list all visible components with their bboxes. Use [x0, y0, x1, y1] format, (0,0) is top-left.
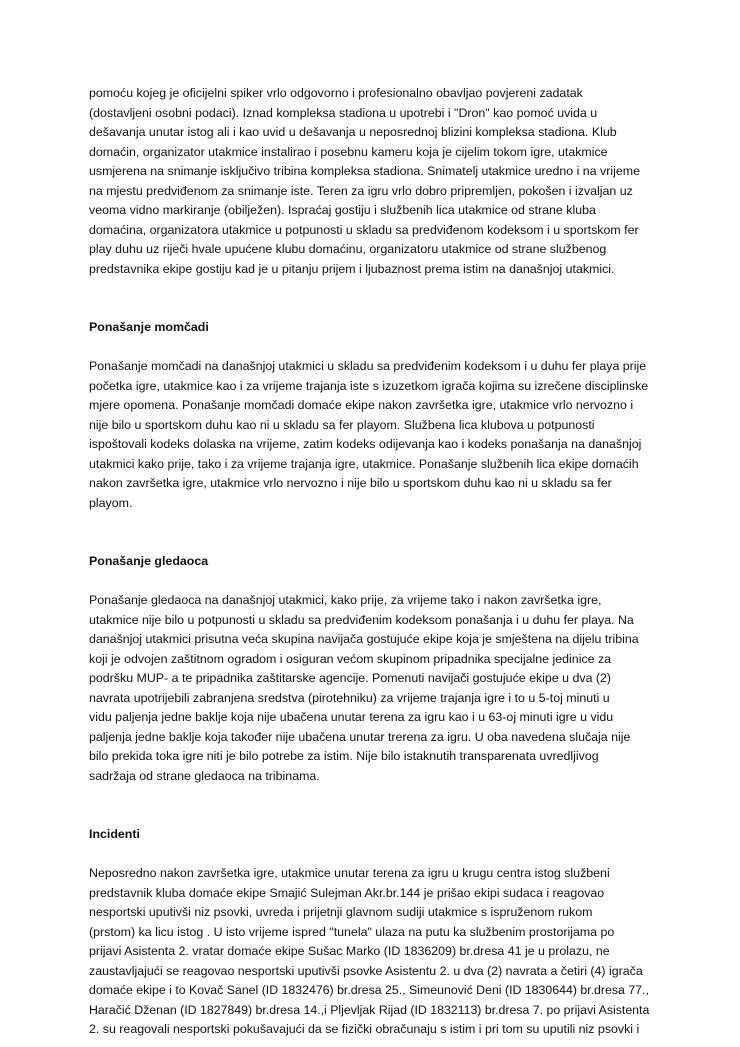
paragraph-line: Ponašanje gledaoca na današnjoj utakmici, kako prije, za vrijeme tako i nakon završetka igre, — [89, 593, 602, 607]
paragraph-line: nesportski uputivši niz psovki, uvreda i prijetnji glavnom sudiji utakmice s ispruženom rukom — [89, 905, 593, 919]
intro-paragraph — [89, 84, 649, 279]
paragraph-line: Haračić Dženan (ID 1827849) br.dresa 14.,i Pljevljak Rijad (ID 1832113) br.dresa 7. po prijavi Asistenta — [89, 1002, 650, 1017]
paragraph-line: 2. su reagovali nesportski pokušavajući da se fizički obračunaju s istim i pri tom su uputili niz psovki i — [89, 1022, 640, 1036]
paragraph-line: domaćin, organizator utakmice instalirao i posebnu kameru koja je cijelim tokom igre, utakmice — [89, 144, 608, 159]
paragraph-line: domaćina, organizatora utakmice u potpunosti u skladu sa predviđenom kodeksom i u sportskom fer — [89, 222, 639, 237]
section-heading: Incidenti — [89, 827, 140, 841]
section-spacer — [89, 513, 649, 552]
heading-spacer — [89, 338, 649, 358]
paragraph-line: ispoštovali kodeks dolaska na vrijeme, zatim kodeks odijevanja kao i kodeks ponašanja na današnjoj — [89, 437, 642, 451]
paragraph-line: domaće ekipe i to Kovač Sanel (ID 1832476) br.dresa 25., Simeunović Deni (ID 1830644) br.dresa 77., — [89, 983, 649, 997]
paragraph-line: play duhu uz riječi hvale upućene klubu domaćinu, organizatoru utakmice od strane službenog — [89, 242, 607, 256]
section — [89, 825, 649, 1040]
paragraph-line: koji je odvojen zaštitnom ogradom i osiguran većom skupinom pripadnika specijalne jedinice za — [89, 651, 612, 666]
section — [89, 552, 649, 786]
section-spacer — [89, 279, 649, 318]
document-sections — [89, 279, 649, 1040]
section-spacer — [89, 786, 649, 825]
section-paragraph — [89, 591, 649, 786]
paragraph-line: mjere opomena. Ponašanje momčadi domaće ekipe nakon završetka igre, utakmice vrlo nervozno i — [89, 398, 634, 412]
paragraph-line: nakon završetka igre, utakmice vrlo nervozno i nije bilo u sportskom duhu kao ni u skladu sa fer — [89, 476, 612, 490]
paragraph-line: predstavnika ekipe gostiju kad je u pitanju prijem i ljubaznost prema istim na današnjoj utakmici. — [89, 261, 615, 276]
paragraph-line: utakmice nije bilo u potpunosti u skladu sa predviđenim kodeksom ponašanja i u duhu fer playa. Na — [89, 612, 634, 627]
paragraph-line: utakmici kako prije, tako i za vrijeme trajanja igre, utakmice. Ponašanje službenih lica ekipe domaćih — [89, 456, 639, 471]
paragraph-line: zaustavljajući se reagovao nesportski uputivši psovke Asistentu 2. u dva (2) navrata a četiri (4) igrača — [89, 963, 643, 978]
section-heading: Ponašanje momčadi — [89, 320, 209, 334]
paragraph-line: pomoću kojeg je oficijelni spiker vrlo odgovorno i profesionalno obavljao povjereni zadatak — [89, 86, 583, 100]
paragraph-line: Ponašanje momčadi na današnjoj utakmici u skladu sa predviđenim kodeksom i u duhu fer playa prije — [89, 359, 647, 373]
paragraph-line: dešavanja unutar istog ali i kao uvid u dešavanja u neposrednoj blizini kompleksa stadiona. Klub — [89, 125, 617, 139]
paragraph-line: sadržaja od strane gledaoca na tribinama. — [89, 768, 320, 783]
paragraph-line: usmjerena na snimanje isključivo tribina kompleksa stadiona. Snimatelj utakmice uredno i na vrijeme — [89, 164, 640, 178]
paragraph-line: podršku MUP- a te pripadnika zaštitarske agencije. Pomenuti navijači gostujuće ekipe u dva (2) — [89, 671, 612, 685]
paragraph-line: prijavi Asistenta 2. vratar domaće ekipe Sušac Marko (ID 1836209) br.dresa 41 je u prolazu, ne — [89, 944, 610, 958]
section-paragraph — [89, 864, 649, 1040]
paragraph-line: Neposredno nakon završetka igre, utakmice unutar terena za igru u krugu centra istog službeni — [89, 866, 610, 880]
heading-spacer — [89, 845, 649, 865]
section-heading: Ponašanje gledaoca — [89, 554, 209, 568]
section — [89, 318, 649, 513]
paragraph-line: (prstom) ka licu istog . U isto vrijeme ispred "tunela" ulaza na putu ka službenim prostorijama po — [89, 924, 615, 939]
paragraph-line: playom. — [89, 495, 133, 510]
paragraph-line: paljenja jedne baklje koja također nije ubačena unutar trerena za igru. U oba navedena slučaja nije — [89, 729, 631, 744]
heading-spacer — [89, 572, 649, 592]
paragraph-line: bilo prekida toka igre niti je bilo potrebe za istim. Nije bilo istaknutih transparenata uvredljivog — [89, 749, 599, 763]
paragraph-line: nije bilo u sportskom duhu kao ni u skladu sa fer playom. Službena lica klubova u potpunosti — [89, 417, 595, 432]
document-body — [89, 84, 649, 1040]
paragraph-line: (dostavljeni osobni podaci). Iznad kompleksa stadiona u upotrebi i "Dron" kao pomoć uvida u — [89, 105, 598, 120]
paragraph-line: veoma vidno markiranje (obilježen). Ispraćaj gostiju i službenih lica utakmice od strane kluba — [89, 203, 596, 217]
paragraph-line: današnjoj utakmici prisutna veća skupina navijača gostujuće ekipe koja je smještena na dijelu tribina — [89, 632, 639, 646]
paragraph-line: vidu paljenja jedne baklje koja nije ubačena unutar terena za igru kao i u 63-oj minuti igre u vidu — [89, 710, 614, 724]
paragraph-line: navrata upotrijebili zabranjena sredstva (pirotehniku) za vrijeme trajanja igre i to u 5-toj minuti u — [89, 690, 610, 705]
paragraph-line: na mjestu predviđenom za snimanje iste. Teren za igru vrlo dobro pripremljen, pokošen i izvaljan uz — [89, 183, 633, 198]
paragraph-line: predstavnik kluba domaće ekipe Smajić Sulejman Akr.br.144 je prišao ekipi sudaca i reagovao — [89, 885, 605, 900]
section-paragraph — [89, 357, 649, 513]
paragraph-line: početka igre, utakmice kao i za vrijeme trajanja iste s izuzetkom igrača kojima su izrečene disciplinske — [89, 378, 649, 393]
